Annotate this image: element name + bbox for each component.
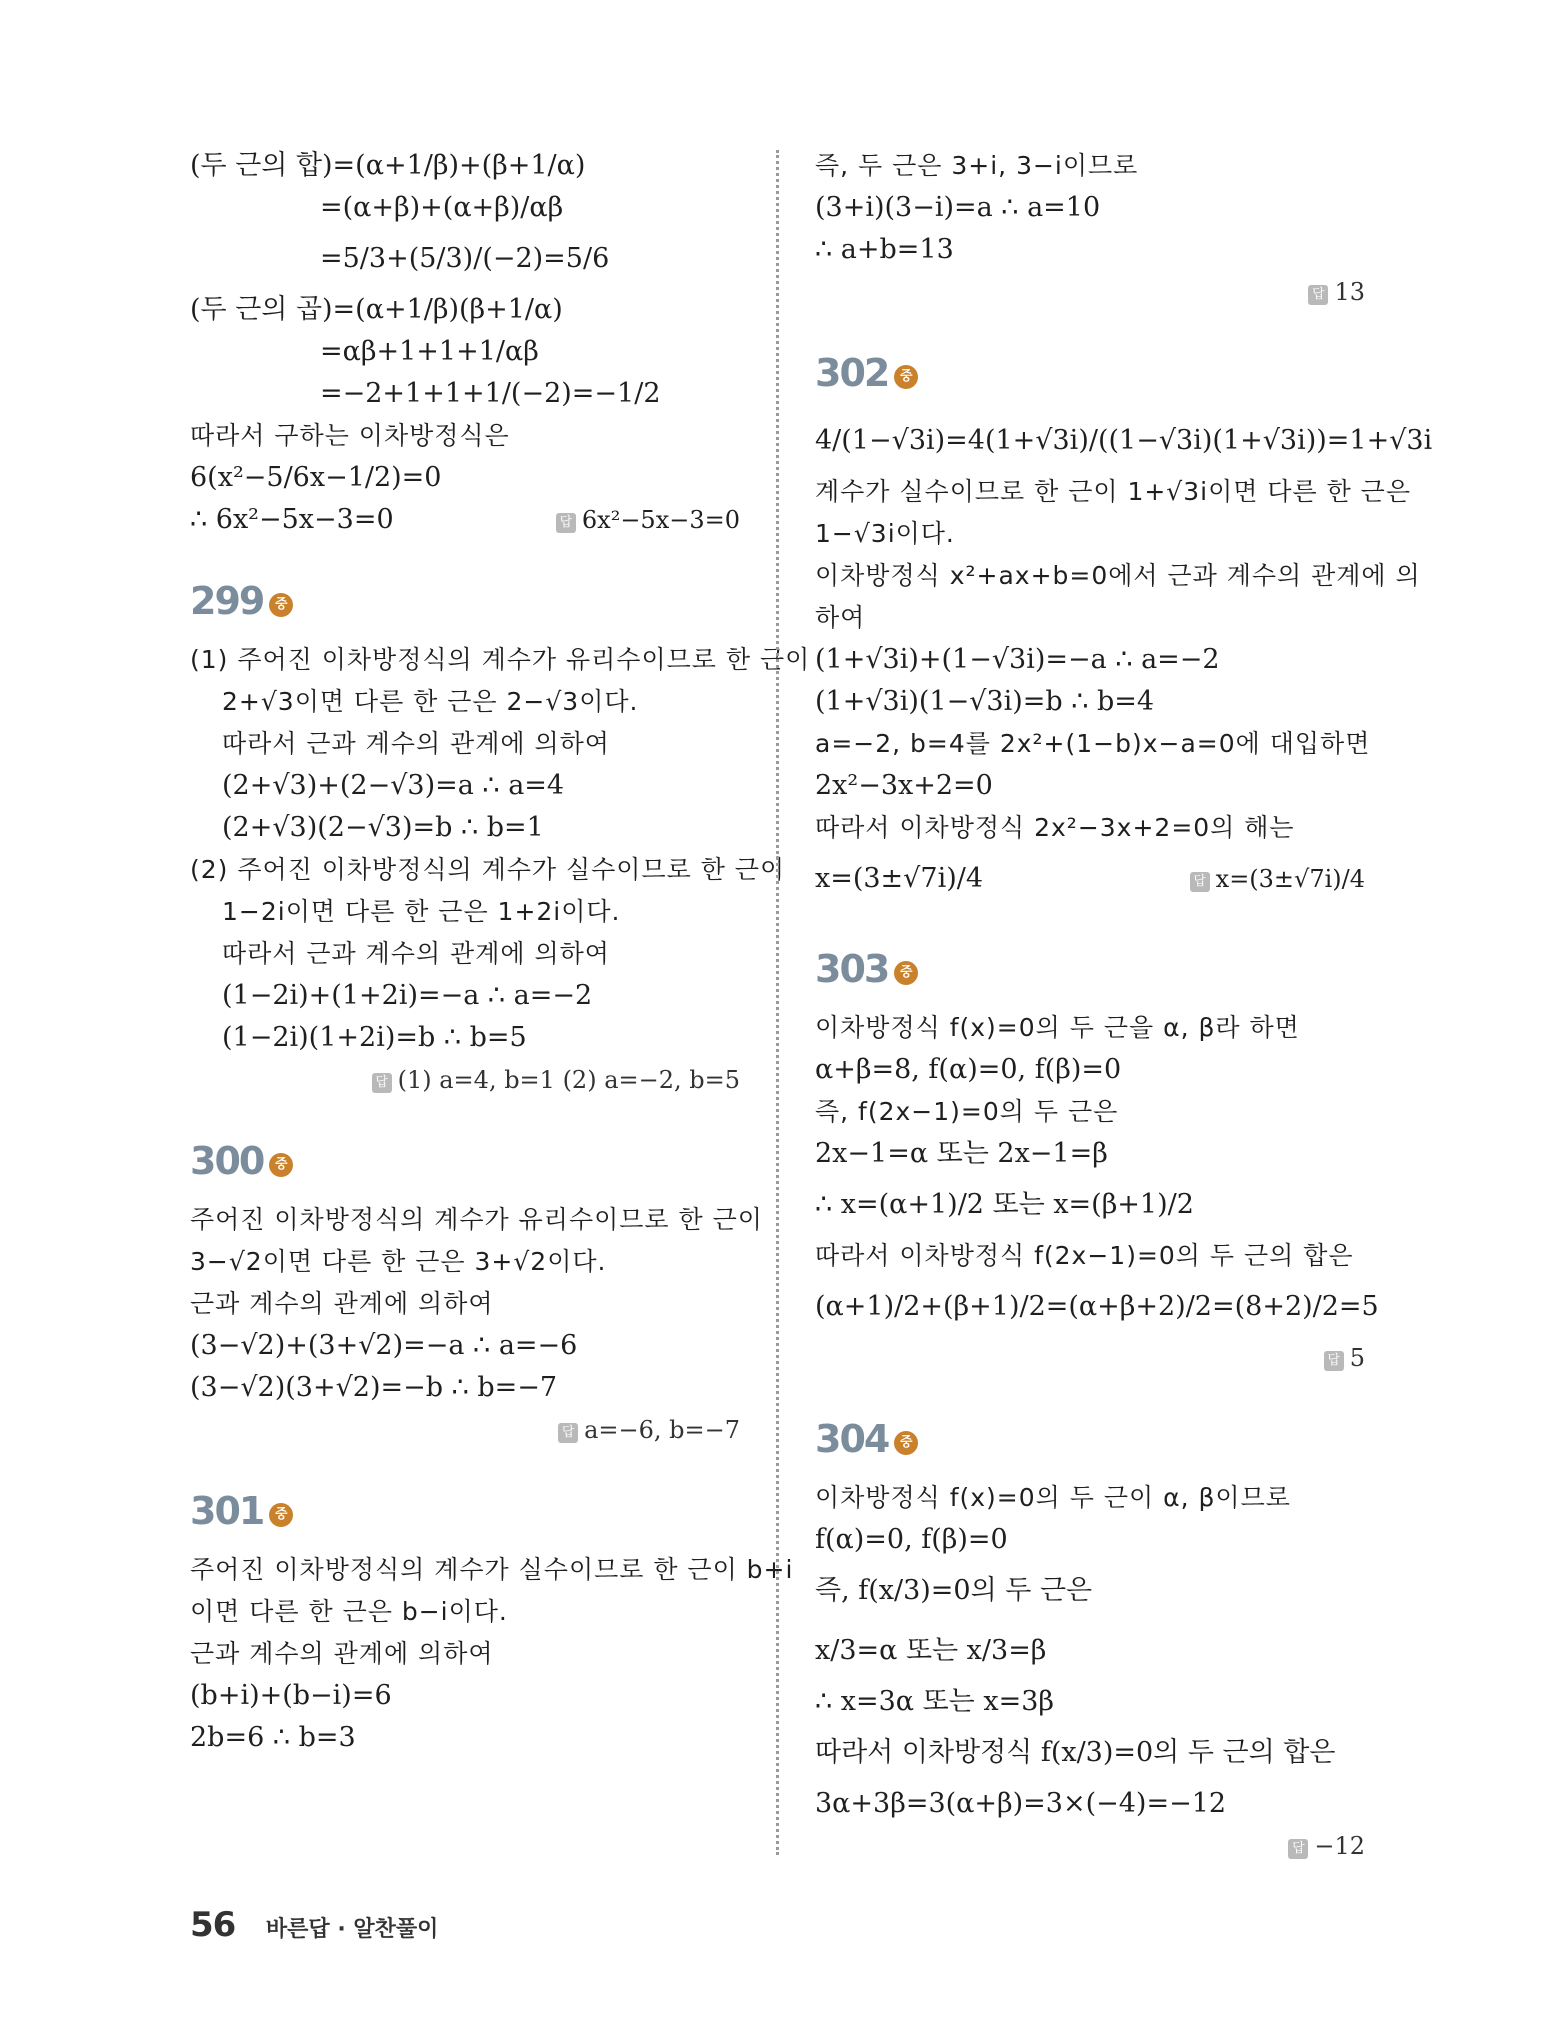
answer-text: (1) a=4, b=1 (2) a=−2, b=5: [397, 1066, 740, 1094]
difficulty-badge: 중: [269, 1153, 293, 1177]
problem-number-300: [190, 1137, 740, 1185]
equation-line: (1−2i)+(1+2i)=−a ∴ a=−2: [222, 980, 593, 1011]
text-line: 따라서 근과 계수의 관계에 의하여: [222, 729, 610, 758]
answer-text: x=(3±√7i)/4: [1215, 865, 1365, 893]
equation-line: ∴ a+b=13: [815, 234, 954, 265]
answer-text: 13: [1334, 278, 1365, 306]
answer-mark-icon: 답: [556, 513, 576, 533]
page-number: 56: [190, 1905, 236, 1945]
equation-line: x/3=α 또는 x/3=β: [815, 1635, 1047, 1666]
answer-line: [815, 271, 1365, 313]
equation-line: =5/3+(5/3)/(−2)=5/6: [320, 243, 610, 274]
equation-line: 3α+3β=3(α+β)=3×(−4)=−12: [815, 1788, 1227, 1819]
solution-line-with-answer: [190, 499, 740, 541]
solution-text: ∴ 6x²−5x−3=0: [190, 504, 394, 535]
equation-line: =αβ+1+1+1/αβ: [320, 336, 539, 367]
text-line: 따라서 이차방정식 2x²−3x+2=0의 해는: [815, 813, 1295, 842]
equation-line: (두 근의 곱)=(α+1/β)(β+1/α): [190, 294, 563, 325]
answer-line: [815, 1337, 1365, 1379]
equation-line: (1−2i)(1+2i)=b ∴ b=5: [222, 1022, 527, 1053]
text-line: 1−√3i이다.: [815, 519, 955, 548]
problem-number-text: 299: [190, 579, 264, 623]
equation-line: (2+√3)(2−√3)=b ∴ b=1: [222, 812, 544, 843]
text-line: 이면 다른 한 근은 b−i이다.: [190, 1597, 508, 1626]
problem-number-299: [190, 577, 740, 625]
difficulty-badge: 중: [894, 365, 918, 389]
answer-mark-icon: 답: [372, 1073, 392, 1093]
answer-mark-icon: 답: [1288, 1839, 1308, 1859]
equation-line: (두 근의 합)=(α+1/β)+(β+1/α): [190, 150, 586, 181]
answer-box: [1190, 849, 1365, 909]
equation-line: 6(x²−5/6x−1/2)=0: [190, 462, 442, 493]
problem-number-text: 302: [815, 351, 889, 395]
answer-line: [190, 1409, 740, 1451]
equation-line: =(α+β)+(α+β)/αβ: [320, 192, 564, 223]
text-line: 따라서 구하는 이차방정식은: [190, 421, 510, 450]
problem-number-304: [815, 1415, 1365, 1463]
equation-line: 2x²−3x+2=0: [815, 770, 993, 801]
equation-line: 2x−1=α 또는 2x−1=β: [815, 1138, 1108, 1169]
page-footer: [190, 1905, 438, 1945]
problem-number-text: 301: [190, 1489, 264, 1533]
text-line: 계수가 실수이므로 한 근이 1+√3i이면 다른 한 근은: [815, 477, 1411, 506]
equation-line: (2+√3)+(2−√3)=a ∴ a=4: [222, 770, 565, 801]
text-line: 2+√3이면 다른 한 근은 2−√3이다.: [222, 687, 639, 716]
text-line: 1−2i이면 다른 한 근은 1+2i이다.: [222, 897, 621, 926]
text-line: 이차방정식 f(x)=0의 두 근을 α, β라 하면: [815, 1013, 1300, 1042]
equation-line: 2b=6 ∴ b=3: [190, 1722, 356, 1753]
difficulty-badge: 중: [269, 1503, 293, 1527]
text-line: 3−√2이면 다른 한 근은 3+√2이다.: [190, 1247, 607, 1276]
text-line: 근과 계수의 관계에 의하여: [190, 1289, 494, 1318]
solution-text: x=(3±√7i)/4: [815, 863, 984, 894]
problem-number-303: [815, 945, 1365, 993]
text-line: 근과 계수의 관계에 의하여: [190, 1639, 494, 1668]
text-line: 이차방정식 x²+ax+b=0에서 근과 계수의 관계에 의: [815, 561, 1421, 590]
problem-number-302: [815, 349, 1365, 397]
equation-line: 즉, f(x/3)=0의 두 근은: [815, 1575, 1093, 1606]
text-line: 주어진 이차방정식의 계수가 유리수이므로 한 근이: [190, 1205, 763, 1234]
problem-number-text: 303: [815, 947, 889, 991]
equation-line: ∴ x=(α+1)/2 또는 x=(β+1)/2: [815, 1189, 1194, 1220]
text-line: 따라서 이차방정식 f(2x−1)=0의 두 근의 합은: [815, 1241, 1354, 1270]
problem-number-text: 300: [190, 1139, 264, 1183]
answer-line: [190, 1059, 740, 1101]
answer-mark-icon: 답: [1308, 285, 1328, 305]
right-column: [815, 145, 1433, 1867]
equation-line: (3−√2)+(3+√2)=−a ∴ a=−6: [190, 1330, 578, 1361]
equation-line: (3−√2)(3+√2)=−b ∴ b=−7: [190, 1372, 558, 1403]
text-line: (1) 주어진 이차방정식의 계수가 유리수이므로 한 근이: [190, 645, 811, 674]
answer-box: [556, 499, 740, 541]
text-line: 즉, 두 근은 3+i, 3−i이므로: [815, 151, 1139, 180]
column-divider: [776, 150, 779, 1855]
text-line: (2) 주어진 이차방정식의 계수가 실수이므로 한 근이: [190, 855, 786, 884]
equation-line: =−2+1+1+1/(−2)=−1/2: [320, 378, 661, 409]
solution-line-with-answer: [815, 849, 1365, 909]
text-line: 이차방정식 f(x)=0의 두 근이 α, β이므로: [815, 1483, 1291, 1512]
equation-line: ∴ x=3α 또는 x=3β: [815, 1686, 1054, 1717]
difficulty-badge: 중: [269, 593, 293, 617]
answer-mark-icon: 답: [558, 1423, 578, 1443]
difficulty-badge: 중: [894, 1431, 918, 1455]
text-line: a=−2, b=4를 2x²+(1−b)x−a=0에 대입하면: [815, 729, 1371, 758]
equation-line: (3+i)(3−i)=a ∴ a=10: [815, 192, 1101, 223]
equation-line: (α+1)/2+(β+1)/2=(α+β+2)/2=(8+2)/2=5: [815, 1291, 1379, 1322]
problem-number-text: 304: [815, 1417, 889, 1461]
equation-line: (1+√3i)(1−√3i)=b ∴ b=4: [815, 686, 1155, 717]
answer-mark-icon: 답: [1324, 1351, 1344, 1371]
answer-text: −12: [1314, 1832, 1365, 1860]
text-line: 따라서 근과 계수의 관계에 의하여: [222, 939, 610, 968]
equation-line: f(α)=0, f(β)=0: [815, 1524, 1008, 1555]
text-line: 하여: [815, 603, 866, 632]
difficulty-badge: 중: [894, 961, 918, 985]
answer-text: a=−6, b=−7: [584, 1416, 740, 1444]
equation-line: 따라서 이차방정식 f(x/3)=0의 두 근의 합은: [815, 1737, 1336, 1768]
answer-text: 5: [1349, 1344, 1365, 1372]
problem-number-301: [190, 1487, 740, 1535]
left-column: [190, 145, 811, 1759]
equation-line: (1+√3i)+(1−√3i)=−a ∴ a=−2: [815, 644, 1220, 675]
answer-text: 6x²−5x−3=0: [581, 506, 740, 534]
equation-line: (b+i)+(b−i)=6: [190, 1680, 392, 1711]
answer-mark-icon: 답: [1190, 872, 1210, 892]
text-line: 즉, f(2x−1)=0의 두 근은: [815, 1097, 1119, 1126]
answer-line: [815, 1825, 1365, 1867]
equation-line: 4/(1−√3i)=4(1+√3i)/((1−√3i)(1+√3i))=1+√3i: [815, 425, 1433, 456]
book-title: 바른답 · 알찬풀이: [265, 1917, 439, 1942]
equation-line: α+β=8, f(α)=0, f(β)=0: [815, 1054, 1122, 1085]
text-line: 주어진 이차방정식의 계수가 실수이므로 한 근이 b+i: [190, 1555, 794, 1584]
